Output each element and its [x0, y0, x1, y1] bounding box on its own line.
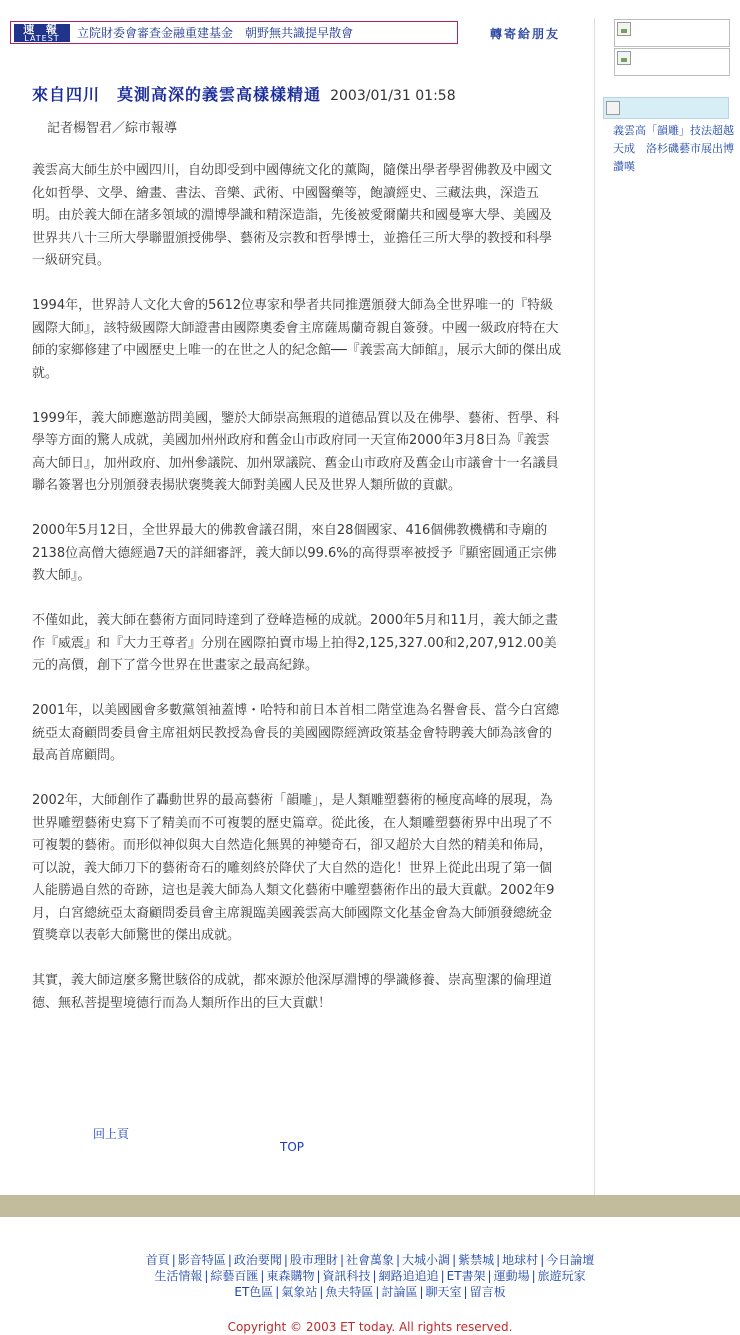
footer-nav-link[interactable]: 資訊科技	[322, 1269, 371, 1283]
footer-nav-link[interactable]: 首頁	[145, 1253, 170, 1267]
footer-nav-link[interactable]: 大城小調	[402, 1253, 451, 1267]
footer-nav-link[interactable]: 網路追追追	[378, 1269, 439, 1283]
latest-badge	[14, 24, 70, 42]
top-link[interactable]: TOP	[280, 1140, 305, 1154]
latest-badge-en: LATEST	[24, 34, 60, 43]
latest-news-link[interactable]: 立院財委會審查金融重建基金 朝野無共識提早散會	[77, 26, 354, 40]
footer-nav-separator: |	[319, 1285, 324, 1299]
broken-image-icon	[617, 22, 631, 36]
footer-nav-separator: |	[419, 1285, 424, 1299]
footer-nav-link[interactable]: 股市理財	[289, 1253, 338, 1267]
footer-nav-link[interactable]: 影音特區	[177, 1253, 226, 1267]
article-paragraph: 1999年，義大師應邀訪問美國，鑒於大師崇高無瑕的道德品質以及在佛學、藝術、哲學、科學等方面的驚人成就，美國加州州政府和舊金山市政府同一天宣佈2000年3月8日為『義雲高大師日』，加州政府、加州參議院、加州眾議院、舊金山市政府及舊金山市議會十一名議員聯名簽署也分別頒發表揚狀褒獎義大師對美國人民及世界人類所做的貢獻。	[32, 410, 560, 493]
broken-image-icon	[617, 51, 631, 65]
footer-nav-link[interactable]: 政治要聞	[233, 1253, 282, 1267]
article-paragraph: 其實，義大師這麼多驚世駭俗的成就，都來源於他深厚淵博的學識修養、崇高聖潔的倫理道德、無私菩提聖境德行而為人類所作出的巨大貢獻！	[32, 973, 553, 1011]
forward-to-friend-link[interactable]: 轉寄給朋友	[490, 27, 561, 41]
footer-nav-link[interactable]: 討論區	[381, 1285, 418, 1299]
footer-nav-link[interactable]: ET書架	[446, 1269, 486, 1283]
footer-nav-separator: |	[440, 1269, 445, 1283]
footer-nav-separator: |	[316, 1269, 321, 1283]
footer-nav-row	[0, 1252, 740, 1268]
footer-nav-separator: |	[496, 1253, 501, 1267]
back-page-link[interactable]: 回上頁	[93, 1127, 130, 1141]
sidebar-ad-image-1[interactable]	[614, 19, 730, 47]
article-paragraph: 不僅如此，義大師在藝術方面同時達到了登峰造極的成就。2000年5月和11月，義大師之畫作『威震』和『大力王尊者』分別在國際拍賣市場上拍得2,125,327.00和2,207,912.00美元的高價，創下了當今世界在世畫家之最高紀錄。	[32, 613, 558, 673]
footer-nav-link[interactable]: 聊天室	[425, 1285, 462, 1299]
copyright-text: Copyright © 2003 ET today. All rights reserved.	[227, 1320, 513, 1334]
footer-nav-separator: |	[375, 1285, 380, 1299]
footer-nav-link[interactable]: 旅遊玩家	[537, 1269, 586, 1283]
footer-nav-link[interactable]: ET色區	[234, 1285, 274, 1299]
footer-nav-link[interactable]: 運動場	[493, 1269, 530, 1283]
footer-nav-link[interactable]: 社會萬象	[345, 1253, 394, 1267]
footer-nav-link[interactable]: 氣象站	[281, 1285, 318, 1299]
footer-nav	[0, 1252, 740, 1300]
footer-nav-separator: |	[396, 1253, 401, 1267]
footer-nav-separator: |	[463, 1285, 468, 1299]
footer-nav-link[interactable]: 地球村	[502, 1253, 539, 1267]
footer-nav-link[interactable]: 留言板	[469, 1285, 506, 1299]
article-paragraph: 2000年5月12日，全世界最大的佛教會議召開，來自28個國家、416個佛教機構和寺廟的2138位高僧大德經過7天的詳細審評，義大師以99.6%的高得票率被授予『顯密圓通正宗佛教大師』。	[32, 523, 557, 583]
sidebar-story-link[interactable]: 義雲高「韻雕」技法超越天成 洛杉磯藝市展出博讚嘆	[613, 124, 734, 173]
footer-nav-separator: |	[339, 1253, 344, 1267]
footer-nav-separator: |	[540, 1253, 545, 1267]
footer-nav-separator: |	[204, 1269, 209, 1283]
article-paragraph: 1994年，世界詩人文化大會的5612位專家和學者共同推選頒發大師為全世界唯一的『特級國際大師』，該特級國際大師證書由國際奧委會主席薩馬蘭奇親自簽發。中國一級政府特在大師的家鄉修建了中國歷史上唯一的在世之人的紀念館──『義雲高大師館』，展示大師的傑出成就。	[32, 298, 562, 381]
article-body	[32, 160, 562, 1038]
column-divider	[594, 18, 595, 1195]
footer-nav-separator: |	[283, 1253, 288, 1267]
latest-badge-zh: 速 報	[23, 23, 61, 36]
footer-band	[0, 1195, 740, 1217]
footer-nav-separator: |	[531, 1269, 536, 1283]
footer-nav-separator: |	[487, 1269, 492, 1283]
footer-nav-separator: |	[171, 1253, 176, 1267]
article-headline	[32, 82, 456, 105]
latest-news-bar	[10, 21, 458, 44]
footer-nav-link[interactable]: 東森購物	[266, 1269, 315, 1283]
article-paragraph: 2002年，大師創作了轟動世界的最高藝術「韻雕」，是人類雕塑藝術的極度高峰的展現，為世界雕塑藝術史寫下了精美而不可複製的歷史篇章。從此後，在人類雕塑藝術界中出現了不可複製的藝術。而形似神似與大自然造化無異的神變奇石，卻又超於大自然的精美和佈局，可以說，義大師刀下的藝術奇石的雕刻終於降伏了大自然的造化！世界上從此出現了第一個人能勝過自然的奇跡，這也是義大師為人類文化藝術中雕塑藝術作出的最大貢獻。2002年9月，白宮總統亞太裔顧問委員會主席親臨美國義雲高大師國際文化基金會為大師頒發總統金質獎章以表彰大師驚世的傑出成就。	[32, 793, 555, 943]
footer-nav-link[interactable]: 生活情報	[154, 1269, 203, 1283]
footer-nav-separator: |	[275, 1285, 280, 1299]
footer-nav-separator: |	[372, 1269, 377, 1283]
sidebar-story-image	[603, 97, 729, 119]
footer-nav-row	[0, 1284, 740, 1300]
footer-nav-link[interactable]: 綜藝百匯	[210, 1269, 259, 1283]
footer-nav-separator: |	[227, 1253, 232, 1267]
article-date: 2003/01/31 01:58	[330, 88, 456, 104]
article-paragraph: 義雲高大師生於中國四川，自幼即受到中國傳統文化的薰陶，隨傑出學者學習佛教及中國文化如哲學、文學、繪畫、書法、音樂、武術、中國醫藥等，飽讀經史、三藏法典，深造五明。由於義大師在諸多領域的淵博學識和精深造詣，先後被愛爾蘭共和國曼寧大學、美國及世界共八十三所大學聯盟頒授佛學、藝術及宗教和哲學博士，並擔任三所大學的教授和科學一級研究員。	[32, 163, 553, 268]
footer-nav-separator: |	[260, 1269, 265, 1283]
footer-nav-link[interactable]: 紫禁城	[458, 1253, 495, 1267]
article-byline: 記者楊智君／綜市報導	[47, 121, 178, 136]
footer-nav-separator: |	[452, 1253, 457, 1267]
footer-nav-link[interactable]: 今日論壇	[546, 1253, 595, 1267]
broken-image-icon	[606, 101, 620, 115]
sidebar-ad-image-2[interactable]	[614, 48, 730, 76]
footer-nav-row	[0, 1268, 740, 1284]
article-paragraph: 2001年，以美國國會多數黨領袖蓋博・哈特和前日本首相二階堂進為名譽會長、當今白宮總統亞太裔顧問委員會主席祖炳民教授為會長的美國國際經濟政策基金會特聘義大師為該會的最高首席顧問。	[32, 703, 560, 763]
sidebar-related-story	[603, 97, 740, 179]
article-title: 來自四川 莫測高深的義雲高樣樣精通	[32, 85, 322, 104]
footer-nav-link[interactable]: 魚夫特區	[325, 1285, 374, 1299]
